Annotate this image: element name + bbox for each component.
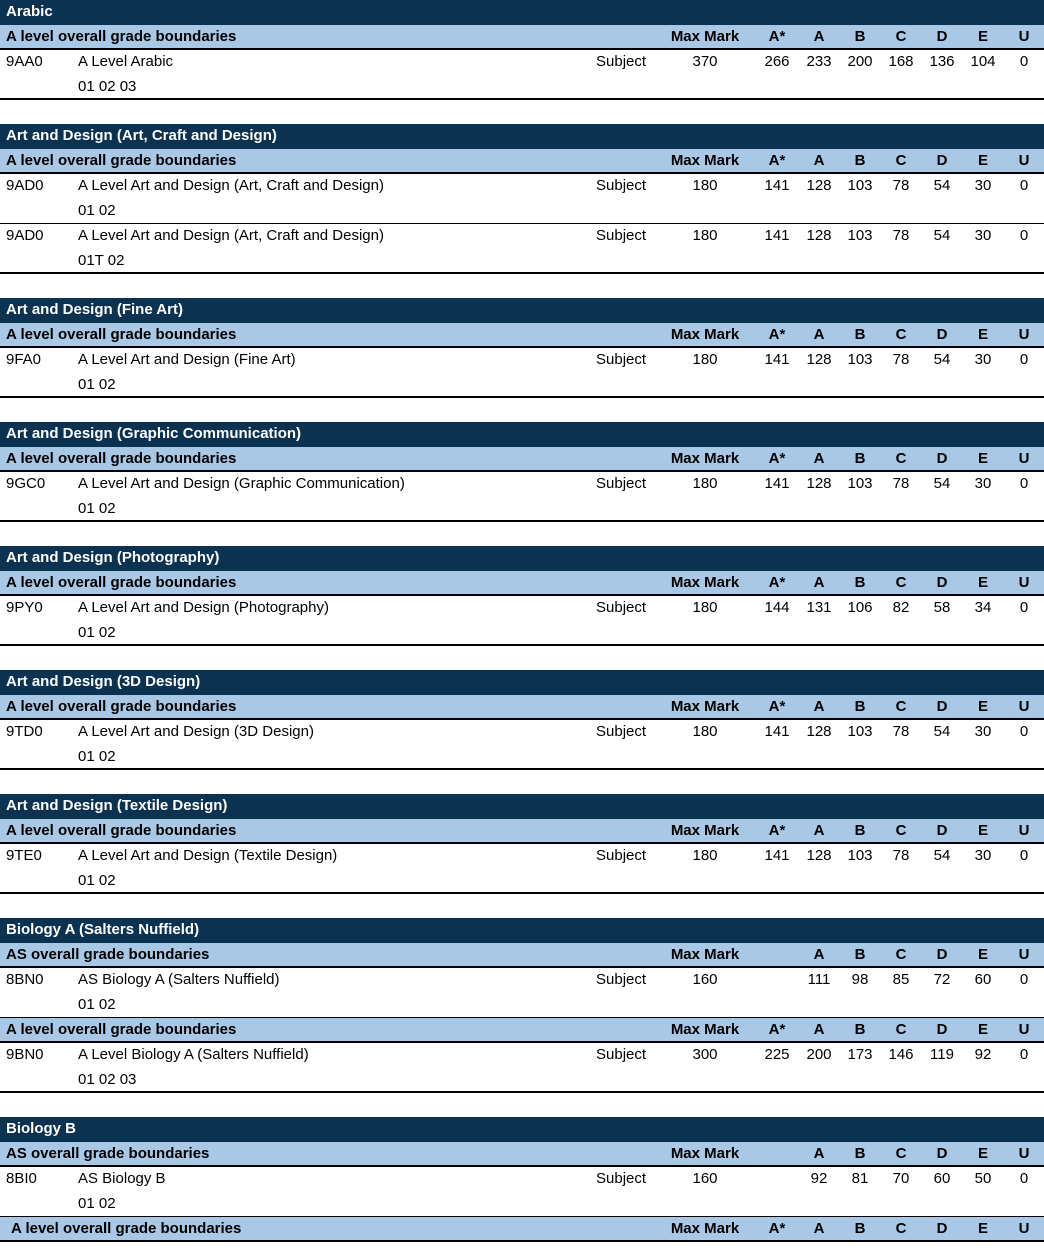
grade-header-a: A — [813, 1220, 825, 1237]
max-mark-header: Max Mark — [670, 1145, 740, 1162]
unit-codes: 01 02 — [78, 624, 116, 641]
grade-header-c: C — [895, 28, 907, 45]
grade-value: 103 — [847, 723, 873, 740]
qualification-type: Subject — [596, 1046, 647, 1063]
grade-value: 0 — [1019, 475, 1029, 492]
section-spacer — [0, 894, 1044, 918]
grade-header-b: B — [854, 946, 866, 963]
boundary-header — [0, 447, 1044, 472]
subject-section — [0, 670, 1044, 770]
table-row — [0, 968, 1044, 1018]
max-mark-value: 180 — [692, 599, 718, 616]
qualification-code: 9AD0 — [6, 177, 44, 194]
grade-value: 54 — [933, 351, 951, 368]
grade-header-d: D — [936, 1220, 948, 1237]
grade-header-a-star: A* — [768, 1021, 786, 1038]
grade-header-d: D — [936, 152, 948, 169]
grade-header-u: U — [1018, 1220, 1030, 1237]
boundary-header-label: AS overall grade boundaries — [6, 946, 210, 963]
section-spacer — [0, 398, 1044, 422]
grade-header-a-star: A* — [768, 822, 786, 839]
grade-header-a: A — [813, 822, 825, 839]
subject-title: Biology A (Salters Nuffield) — [0, 918, 1044, 943]
max-mark-header: Max Mark — [670, 946, 740, 963]
grade-value: 54 — [933, 227, 951, 244]
grade-value: 0 — [1019, 971, 1029, 988]
table-row — [0, 720, 1044, 770]
max-mark-header: Max Mark — [670, 450, 740, 467]
max-mark-header: Max Mark — [670, 698, 740, 715]
grade-value: 54 — [933, 475, 951, 492]
grade-header-d: D — [936, 698, 948, 715]
grade-header-c: C — [895, 450, 907, 467]
grade-header-a: A — [813, 152, 825, 169]
qualification-code: 9BN0 — [6, 1046, 44, 1063]
grade-header-b: B — [854, 450, 866, 467]
grade-value: 103 — [847, 847, 873, 864]
grade-value: 0 — [1019, 723, 1029, 740]
grade-header-b: B — [854, 822, 866, 839]
unit-codes: 01 02 — [78, 872, 116, 889]
grade-header-c: C — [895, 326, 907, 343]
boundary-header-label: AS overall grade boundaries — [6, 1145, 210, 1162]
qualification-type: Subject — [596, 1170, 647, 1187]
max-mark-value: 370 — [692, 53, 718, 70]
grade-value: 103 — [847, 177, 873, 194]
grade-header-d: D — [936, 326, 948, 343]
qualification-type: Subject — [596, 847, 647, 864]
boundary-header — [0, 1142, 1044, 1167]
grade-header-e: E — [977, 698, 988, 715]
grade-value: 128 — [806, 227, 832, 244]
qualification-title: A Level Art and Design (3D Design) — [78, 723, 314, 740]
grade-header-e: E — [977, 1145, 988, 1162]
qualification-title: A Level Art and Design (Art, Craft and Design) — [78, 227, 384, 244]
boundary-header — [0, 943, 1044, 968]
grade-header-a-star: A* — [768, 574, 786, 591]
boundary-header-label: A level overall grade boundaries — [6, 450, 237, 467]
grade-header-b: B — [854, 28, 866, 45]
subject-section — [0, 1117, 1044, 1242]
grade-value: 81 — [851, 1170, 869, 1187]
boundary-header — [0, 25, 1044, 50]
grade-header-a: A — [813, 574, 825, 591]
grade-value: 141 — [764, 723, 790, 740]
grade-header-d: D — [936, 1021, 948, 1038]
grade-header-e: E — [977, 450, 988, 467]
grade-header-e: E — [977, 1220, 988, 1237]
grade-value: 50 — [974, 1170, 992, 1187]
grade-header-e: E — [977, 326, 988, 343]
grade-value: 119 — [930, 1046, 954, 1063]
qualification-title: A Level Arabic — [78, 53, 174, 70]
table-row — [0, 348, 1044, 398]
max-mark-header: Max Mark — [670, 822, 740, 839]
qualification-code: 9AA0 — [6, 53, 43, 70]
qualification-type: Subject — [596, 53, 647, 70]
grade-header-u: U — [1018, 946, 1030, 963]
table-row — [0, 224, 1044, 274]
qualification-code: 9AD0 — [6, 227, 44, 244]
qualification-type: Subject — [596, 599, 647, 616]
subject-title: Art and Design (Art, Craft and Design) — [0, 124, 1044, 149]
grade-header-u: U — [1018, 152, 1030, 169]
max-mark-value: 180 — [692, 351, 718, 368]
grade-header-a: A — [813, 450, 825, 467]
grade-value: 30 — [974, 177, 992, 194]
boundary-header-label: A level overall grade boundaries — [11, 1220, 242, 1237]
grade-header-a-star: A* — [768, 326, 786, 343]
grade-header-a: A — [813, 28, 825, 45]
grade-header-u: U — [1018, 1021, 1030, 1038]
grade-value: 60 — [974, 971, 992, 988]
boundary-header-label: A level overall grade boundaries — [6, 326, 237, 343]
grade-value: 54 — [933, 847, 951, 864]
grade-value: 200 — [847, 53, 873, 70]
grade-value: 233 — [806, 53, 832, 70]
grade-header-a: A — [813, 1145, 825, 1162]
grade-value: 144 — [764, 599, 790, 616]
grade-header-u: U — [1018, 1145, 1030, 1162]
qualification-code: 9PY0 — [6, 599, 43, 616]
grade-value: 0 — [1019, 1046, 1029, 1063]
section-spacer — [0, 1093, 1044, 1117]
grade-value: 103 — [847, 475, 873, 492]
grade-value: 78 — [892, 351, 910, 368]
subject-title: Art and Design (Fine Art) — [0, 298, 1044, 323]
qualification-title: A Level Art and Design (Fine Art) — [78, 351, 296, 368]
max-mark-value: 180 — [692, 475, 718, 492]
grade-value: 128 — [806, 475, 832, 492]
max-mark-value: 180 — [692, 227, 718, 244]
grade-value: 141 — [764, 847, 790, 864]
boundary-header — [0, 571, 1044, 596]
qualification-title: A Level Art and Design (Textile Design) — [78, 847, 338, 864]
table-row — [0, 844, 1044, 894]
subject-title: Art and Design (3D Design) — [0, 670, 1044, 695]
qualification-title: AS Biology A (Salters Nuffield) — [78, 971, 280, 988]
section-spacer — [0, 522, 1044, 546]
grade-header-e: E — [977, 574, 988, 591]
unit-codes: 01 02 — [78, 202, 116, 219]
grade-header-a-star: A* — [768, 152, 786, 169]
subject-section — [0, 298, 1044, 398]
grade-value: 60 — [933, 1170, 951, 1187]
section-spacer — [0, 100, 1044, 124]
grade-value: 92 — [974, 1046, 992, 1063]
max-mark-value: 300 — [692, 1046, 718, 1063]
qualification-title: A Level Art and Design (Photography) — [78, 599, 329, 616]
boundary-header — [0, 1217, 1044, 1242]
grade-header-e: E — [977, 946, 988, 963]
boundary-header — [0, 323, 1044, 348]
qualification-type: Subject — [596, 177, 647, 194]
unit-codes: 01 02 — [78, 748, 116, 765]
grade-header-u: U — [1018, 326, 1030, 343]
subject-section — [0, 546, 1044, 646]
grade-value: 168 — [888, 53, 914, 70]
section-spacer — [0, 770, 1044, 794]
qualification-title: A Level Biology A (Salters Nuffield) — [78, 1046, 309, 1063]
grade-header-a: A — [813, 698, 825, 715]
qualification-type: Subject — [596, 475, 647, 492]
grade-header-a-star: A* — [768, 1220, 786, 1237]
max-mark-header: Max Mark — [670, 1021, 740, 1038]
max-mark-value: 180 — [692, 847, 718, 864]
grade-header-c: C — [895, 822, 907, 839]
grade-header-u: U — [1018, 822, 1030, 839]
max-mark-header: Max Mark — [670, 574, 740, 591]
grade-header-u: U — [1018, 28, 1030, 45]
grade-value: 0 — [1019, 599, 1029, 616]
boundary-header-label: A level overall grade boundaries — [6, 152, 237, 169]
qualification-code: 9TD0 — [6, 723, 43, 740]
grade-value: 266 — [764, 53, 790, 70]
unit-codes: 01 02 — [78, 500, 116, 517]
table-row — [0, 50, 1044, 100]
boundary-header-label: A level overall grade boundaries — [6, 574, 237, 591]
subject-title: Art and Design (Photography) — [0, 546, 1044, 571]
grade-value: 78 — [892, 227, 910, 244]
grade-header-u: U — [1018, 450, 1030, 467]
table-row — [0, 174, 1044, 224]
subject-section — [0, 794, 1044, 894]
grade-header-c: C — [895, 946, 907, 963]
table-row — [0, 1167, 1044, 1217]
boundary-header-label: A level overall grade boundaries — [6, 28, 237, 45]
grade-header-d: D — [936, 946, 948, 963]
grade-value: 85 — [892, 971, 910, 988]
unit-codes: 01 02 03 — [78, 78, 137, 95]
grade-header-b: B — [854, 698, 866, 715]
grade-header-b: B — [854, 574, 866, 591]
subject-section — [0, 124, 1044, 274]
grade-header-a-star: A* — [768, 450, 786, 467]
qualification-code: 9GC0 — [6, 475, 46, 492]
grade-header-c: C — [895, 574, 907, 591]
grade-header-c: C — [895, 1145, 907, 1162]
table-row — [0, 596, 1044, 646]
grade-value: 200 — [806, 1046, 832, 1063]
grade-header-a-star: A* — [768, 28, 786, 45]
grade-value: 98 — [851, 971, 869, 988]
boundary-header-label: A level overall grade boundaries — [6, 822, 237, 839]
subject-title: Arabic — [0, 0, 1044, 25]
grade-value: 30 — [974, 227, 992, 244]
grade-value: 0 — [1019, 227, 1029, 244]
max-mark-value: 160 — [692, 1170, 718, 1187]
grade-header-a: A — [813, 326, 825, 343]
grade-header-d: D — [936, 28, 948, 45]
grade-value: 0 — [1019, 1170, 1029, 1187]
grade-header-u: U — [1018, 698, 1030, 715]
qualification-type: Subject — [596, 351, 647, 368]
qualification-code: 8BN0 — [6, 971, 44, 988]
unit-codes: 01 02 03 — [78, 1071, 137, 1088]
grade-header-d: D — [936, 574, 948, 591]
grade-value: 0 — [1019, 351, 1029, 368]
grade-header-a: A — [813, 1021, 825, 1038]
grade-value: 128 — [806, 723, 832, 740]
boundary-header-label: A level overall grade boundaries — [6, 1021, 237, 1038]
grade-value: 30 — [974, 723, 992, 740]
grade-header-b: B — [854, 1145, 866, 1162]
grade-value: 128 — [806, 351, 832, 368]
grade-value: 128 — [806, 177, 832, 194]
grade-value: 131 — [806, 599, 832, 616]
table-row — [0, 472, 1044, 522]
section-spacer — [0, 646, 1044, 670]
grade-header-c: C — [895, 1021, 907, 1038]
grade-value: 30 — [974, 351, 992, 368]
section-spacer — [0, 274, 1044, 298]
grade-header-c: C — [895, 152, 907, 169]
grade-value: 141 — [764, 227, 790, 244]
qualification-title: A Level Art and Design (Art, Craft and Design) — [78, 177, 384, 194]
grade-value: 0 — [1019, 847, 1029, 864]
boundary-header-label: A level overall grade boundaries — [6, 698, 237, 715]
grade-value: 54 — [933, 177, 951, 194]
grade-header-e: E — [977, 28, 988, 45]
max-mark-value: 180 — [692, 177, 718, 194]
grade-value: 141 — [764, 177, 790, 194]
grade-value: 141 — [764, 351, 790, 368]
qualification-type: Subject — [596, 227, 647, 244]
unit-codes: 01 02 — [78, 996, 116, 1013]
boundary-header — [0, 149, 1044, 174]
grade-value: 103 — [847, 227, 873, 244]
grade-value: 146 — [888, 1046, 914, 1063]
max-mark-value: 180 — [692, 723, 718, 740]
grade-value: 141 — [764, 475, 790, 492]
qualification-code: 8BI0 — [6, 1170, 37, 1187]
grade-header-a: A — [813, 946, 825, 963]
grade-value: 106 — [847, 599, 873, 616]
qualification-code: 9TE0 — [6, 847, 42, 864]
unit-codes: 01 02 — [78, 1195, 116, 1212]
grade-header-b: B — [854, 326, 866, 343]
qualification-code: 9FA0 — [6, 351, 42, 368]
grade-value: 70 — [892, 1170, 910, 1187]
grade-value: 104 — [970, 53, 996, 70]
grade-value: 0 — [1019, 53, 1029, 70]
grade-value: 78 — [892, 847, 910, 864]
subject-title: Biology B — [0, 1117, 1044, 1142]
grade-header-e: E — [977, 1021, 988, 1038]
qualification-title: A Level Art and Design (Graphic Communication) — [78, 475, 405, 492]
unit-codes: 01 02 — [78, 376, 116, 393]
grade-value: 58 — [933, 599, 951, 616]
boundary-header — [0, 819, 1044, 844]
qualification-type: Subject — [596, 723, 647, 740]
table-row — [0, 1043, 1044, 1093]
max-mark-header: Max Mark — [670, 1220, 740, 1237]
grade-header-b: B — [854, 1021, 866, 1038]
grade-value: 30 — [974, 847, 992, 864]
grade-value: 225 — [764, 1046, 790, 1063]
boundary-header — [0, 1018, 1044, 1043]
grade-value: 92 — [810, 1170, 828, 1187]
grade-value: 34 — [974, 599, 992, 616]
grade-header-b: B — [854, 152, 866, 169]
grade-value: 0 — [1019, 177, 1029, 194]
grade-value: 54 — [933, 723, 951, 740]
subject-title: Art and Design (Textile Design) — [0, 794, 1044, 819]
max-mark-value: 160 — [692, 971, 718, 988]
grade-value: 82 — [892, 599, 910, 616]
max-mark-header: Max Mark — [670, 152, 740, 169]
subject-section — [0, 422, 1044, 522]
max-mark-header: Max Mark — [670, 28, 740, 45]
grade-header-e: E — [977, 822, 988, 839]
subject-section — [0, 0, 1044, 100]
grade-value: 103 — [847, 351, 873, 368]
grade-header-d: D — [936, 1145, 948, 1162]
grade-value: 136 — [929, 53, 955, 70]
unit-codes: 01T 02 — [78, 252, 125, 269]
subject-section — [0, 918, 1044, 1093]
grade-value: 173 — [847, 1046, 873, 1063]
grade-value: 78 — [892, 177, 910, 194]
grade-header-c: C — [895, 1220, 907, 1237]
boundary-header — [0, 695, 1044, 720]
grade-header-e: E — [977, 152, 988, 169]
grade-header-c: C — [895, 698, 907, 715]
grade-value: 78 — [892, 723, 910, 740]
grade-value: 111 — [807, 971, 831, 988]
grade-header-d: D — [936, 450, 948, 467]
max-mark-header: Max Mark — [670, 326, 740, 343]
grade-value: 30 — [974, 475, 992, 492]
grade-header-d: D — [936, 822, 948, 839]
qualification-title: AS Biology B — [78, 1170, 166, 1187]
grade-header-a-star: A* — [768, 698, 786, 715]
grade-value: 78 — [892, 475, 910, 492]
grade-header-b: B — [854, 1220, 866, 1237]
subject-title: Art and Design (Graphic Communication) — [0, 422, 1044, 447]
grade-header-u: U — [1018, 574, 1030, 591]
qualification-type: Subject — [596, 971, 647, 988]
grade-value: 128 — [806, 847, 832, 864]
grade-value: 72 — [933, 971, 951, 988]
